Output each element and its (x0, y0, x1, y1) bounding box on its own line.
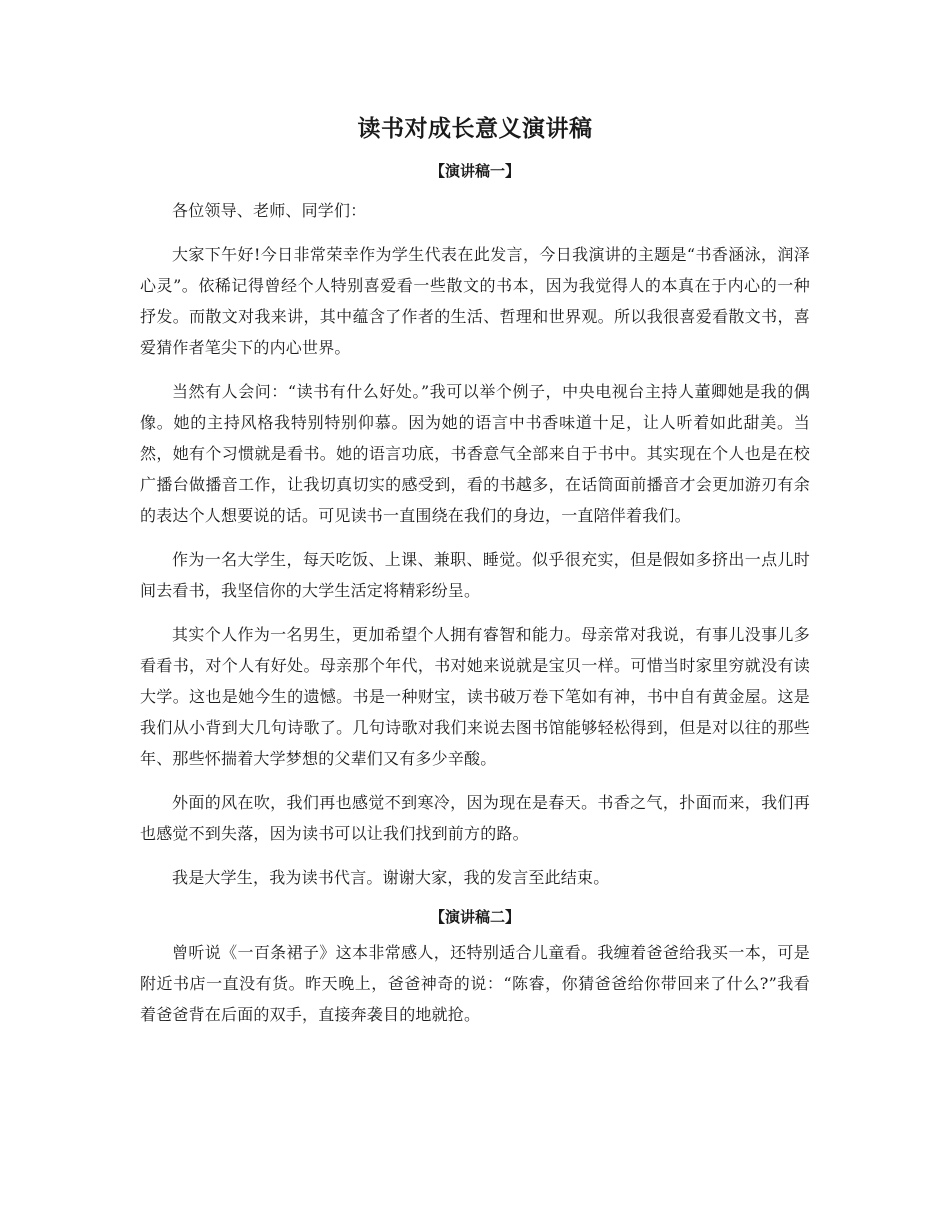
paragraph: 我是大学生，我为读书代言。谢谢大家，我的发言至此结束。 (172, 868, 610, 887)
document-title: 读书对成长意义演讲稿 (357, 115, 593, 142)
section-heading-1: 【演讲稿一】 (429, 162, 520, 180)
paragraph: 其实个人作为一名男生，更加希望个人拥有睿智和能力。母亲常对我说，有事儿没事儿多看看书，对个人有好处。母亲那个年代，书对她来说就是宝贝一样。可惜当时家里穷就没有读大学。这也是她今生的遗憾。书是一种财宝，读书破万卷下笔如有神，书中自有黄金屋。这是我们从小背到大几句诗歌了。几句诗歌对我们来说去图书馆能够轻松得到，但是对以往的那些年、那些怀揣着大学梦想的父辈们又有多少辛酸。 (140, 625, 810, 768)
paragraph: 各位领导、老师、同学们： (172, 201, 367, 220)
paragraph: 外面的风在吹，我们再也感觉不到寒冷，因为现在是春天。书香之气，扑面而来，我们再也感觉不到失落，因为读书可以让我们找到前方的路。 (140, 793, 810, 843)
section-heading-2: 【演讲稿二】 (429, 908, 520, 926)
document-content (140, 112, 810, 1043)
paragraph: 当然有人会问：“读书有什么好处。”我可以举个例子，中央电视台主持人董卿她是我的偶像。她的主持风格我特别特别仰慕。因为她的语言中书香味道十足，让人听着如此甜美。当然，她有个习惯就是看书。她的语言功底，书香意气全部来自于书中。其实现在个人也是在校广播台做播音工作，让我切真切实的感受到，看的书越多，在话筒面前播音才会更加游刃有余的表达个人想要说的话。可见读书一直围绕在我们的身边，一直陪伴着我们。 (140, 382, 810, 525)
paragraph: 曾听说《一百条裙子》这本非常感人，还特别适合儿童看。我缠着爸爸给我买一本，可是附近书店一直没有货。昨天晚上，爸爸神奇的说：“陈睿，你猜爸爸给你带回来了什么?”我看着爸爸背在后面的双手，直接奔袭目的地就抢。 (140, 943, 810, 1024)
paragraph: 大家下午好!今日非常荣幸作为学生代表在此发言，今日我演讲的主题是“书香涵泳，润泽心灵”。依稀记得曾经个人特别喜爱看一些散文的书本，因为我觉得人的本真在于内心的一种抒发。而散文对我来讲，其中蕴含了作者的生活、哲理和世界观。所以我很喜爱看散文书，喜爱猜作者笔尖下的内心世界。 (140, 245, 810, 357)
paragraph: 作为一名大学生，每天吃饭、上课、兼职、睡觉。似乎很充实，但是假如多挤出一点儿时间去看书，我坚信你的大学生活定将精彩纷呈。 (140, 550, 810, 600)
